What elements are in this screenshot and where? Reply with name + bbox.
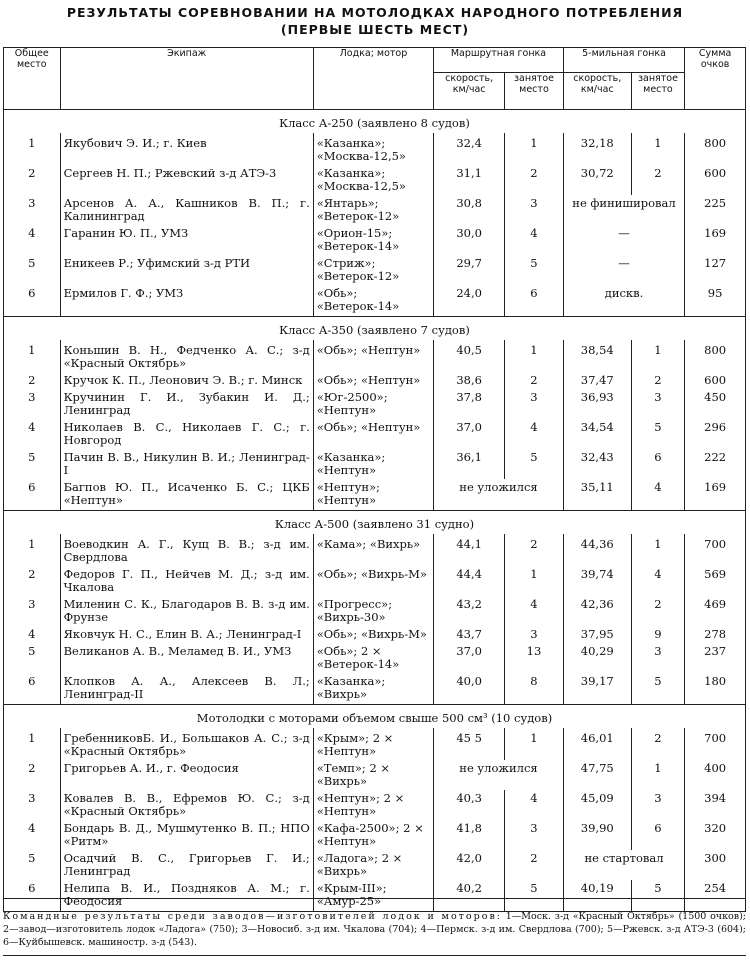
total-points-cell: 300	[685, 850, 746, 880]
crew-cell: Нелипа В. И., Поздняков А. М.; г. Феодосия	[60, 880, 313, 912]
total-points-cell: 394	[685, 790, 746, 820]
mile-speed-cell: 40,29	[563, 643, 631, 673]
mile-place-cell: 2	[631, 165, 685, 195]
class-heading: Класс А-350 (заявлено 7 судов)	[4, 317, 746, 341]
table-row	[4, 419, 746, 449]
route-speed-cell: 30,8	[434, 195, 505, 225]
mile-speed-cell: 42,36	[563, 596, 631, 626]
route-speed-cell: 40,2	[434, 880, 505, 912]
overall-place-cell: 2	[4, 372, 61, 389]
table-row	[4, 850, 746, 880]
mile-speed-cell: 45,09	[563, 790, 631, 820]
total-points-cell: 127	[685, 255, 746, 285]
boat-motor-cell: «Обь»; «Вихрь-М»	[313, 626, 433, 643]
route-place-cell: 4	[505, 790, 564, 820]
mile-speed-cell: 32,43	[563, 449, 631, 479]
boat-motor-cell: «Нептун»; «Нептун»	[313, 479, 433, 511]
table-row	[4, 534, 746, 566]
class-heading-row	[4, 317, 746, 341]
route-speed-cell: 40,5	[434, 340, 505, 372]
mile-place-cell: 1	[631, 340, 685, 372]
mile-place-cell: 3	[631, 389, 685, 419]
bottom-rule	[3, 955, 746, 956]
crew-cell: Воеводкин А. Г., Кущ В. В.; з-д им. Свердлова	[60, 534, 313, 566]
route-place-cell: 3	[505, 389, 564, 419]
header-taken-place-2: занятое место	[631, 73, 685, 110]
total-points-cell: 700	[685, 534, 746, 566]
route-place-cell: 1	[505, 133, 564, 165]
total-points-cell: 296	[685, 419, 746, 449]
mile-speed-cell: 35,11	[563, 479, 631, 511]
overall-place-cell: 5	[4, 850, 61, 880]
total-points-cell: 222	[685, 449, 746, 479]
route-race-result-cell: не уложился	[434, 479, 564, 511]
route-speed-cell: 37,0	[434, 419, 505, 449]
class-heading-row	[4, 705, 746, 729]
overall-place-cell: 4	[4, 419, 61, 449]
class-heading: Класс А-500 (заявлено 31 судно)	[4, 511, 746, 535]
mile-speed-cell: 38,54	[563, 340, 631, 372]
overall-place-cell: 2	[4, 165, 61, 195]
table-row	[4, 643, 746, 673]
route-place-cell: 2	[505, 534, 564, 566]
table-row	[4, 225, 746, 255]
header-speed-2: скорость, км/час	[563, 73, 631, 110]
mile-speed-cell: 36,93	[563, 389, 631, 419]
mile-race-result-cell: не финишировал	[563, 195, 684, 225]
mile-place-cell: 2	[631, 728, 685, 760]
overall-place-cell: 3	[4, 790, 61, 820]
mile-race-result-cell: —	[563, 225, 684, 255]
header-speed-1: скорость, км/час	[434, 73, 505, 110]
boat-motor-cell: «Юг-2500»; «Нептун»	[313, 389, 433, 419]
mile-race-result-cell: дискв.	[563, 285, 684, 317]
total-points-cell: 700	[685, 728, 746, 760]
overall-place-cell: 3	[4, 195, 61, 225]
results-table	[3, 47, 746, 912]
title-line-1: РЕЗУЛЬТАТЫ СОРЕВНОВАНИИ НА МОТОЛОДКАХ НАРОДНОГО ПОТРЕБЛЕНИЯ	[66, 5, 684, 20]
total-points-cell: 569	[685, 566, 746, 596]
table-row	[4, 596, 746, 626]
boat-motor-cell: «Казанка»; «Москва-12,5»	[313, 133, 433, 165]
boat-motor-cell: «Казанка»; «Нептун»	[313, 449, 433, 479]
route-speed-cell: 43,7	[434, 626, 505, 643]
table-row	[4, 820, 746, 850]
crew-cell: Коньшин В. Н., Федченко А. С.; з-д «Красный Октябрь»	[60, 340, 313, 372]
crew-cell: Николаев В. С., Николаев Г. С.; г. Новгород	[60, 419, 313, 449]
header-crew: Экипаж	[60, 48, 313, 110]
route-place-cell: 1	[505, 566, 564, 596]
route-speed-cell: 45 5	[434, 728, 505, 760]
crew-cell: Бондарь В. Д., Мушмутенко В. П.; НПО «Ритм»	[60, 820, 313, 850]
route-place-cell: 6	[505, 285, 564, 317]
total-points-cell: 600	[685, 165, 746, 195]
route-race-result-cell: не уложился	[434, 760, 564, 790]
overall-place-cell: 4	[4, 225, 61, 255]
class-heading: Класс А-250 (заявлено 8 судов)	[4, 110, 746, 134]
overall-place-cell: 4	[4, 820, 61, 850]
mile-place-cell: 6	[631, 449, 685, 479]
route-speed-cell: 41,8	[434, 820, 505, 850]
mile-place-cell: 2	[631, 372, 685, 389]
mile-speed-cell: 39,17	[563, 673, 631, 705]
table-row	[4, 389, 746, 419]
route-speed-cell: 44,4	[434, 566, 505, 596]
boat-motor-cell: «Обь»; «Нептун»	[313, 419, 433, 449]
table-row	[4, 760, 746, 790]
table-row	[4, 340, 746, 372]
mile-race-result-cell: не стартовал	[563, 850, 684, 880]
boat-motor-cell: «Нептун»; 2 × «Нептун»	[313, 790, 433, 820]
class-heading-row	[4, 110, 746, 134]
total-points-cell: 254	[685, 880, 746, 912]
route-place-cell: 2	[505, 165, 564, 195]
route-speed-cell: 38,6	[434, 372, 505, 389]
boat-motor-cell: «Обь»; «Нептун»	[313, 340, 433, 372]
crew-cell: Ермилов Г. Ф.; УМЗ	[60, 285, 313, 317]
table-row	[4, 566, 746, 596]
table-row	[4, 728, 746, 760]
mile-speed-cell: 32,18	[563, 133, 631, 165]
route-speed-cell: 32,4	[434, 133, 505, 165]
mile-place-cell: 2	[631, 596, 685, 626]
footnote-body: 1—Моск. з-д «Красный Октябрь» (1500 очков); 2—завод—изготовитель лодок «Ладога» (750); 3—Новосиб. з-д им. Чкалова (704); 4—Пермск. з-д им. Свердлова (700); 5—Ржевск. з-д АТЭ-3 (604); 6—Куйбышевск. машиностр. з-д (543).	[3, 911, 746, 948]
total-points-cell: 180	[685, 673, 746, 705]
route-speed-cell: 40,0	[434, 673, 505, 705]
boat-motor-cell: «Стриж»; «Ветерок-12»	[313, 255, 433, 285]
route-place-cell: 1	[505, 340, 564, 372]
route-speed-cell: 24,0	[434, 285, 505, 317]
table-row	[4, 195, 746, 225]
title-line-2: (ПЕРВЫЕ ШЕСТЬ МЕСТ)	[280, 22, 470, 37]
table-row	[4, 790, 746, 820]
boat-motor-cell: «Крым-III»; «Амур-25»	[313, 880, 433, 912]
overall-place-cell: 4	[4, 626, 61, 643]
mile-place-cell: 9	[631, 626, 685, 643]
crew-cell: ГребенниковБ. И., Большаков А. С.; з-д «Красный Октябрь»	[60, 728, 313, 760]
mile-speed-cell: 37,47	[563, 372, 631, 389]
route-place-cell: 2	[505, 850, 564, 880]
overall-place-cell: 1	[4, 534, 61, 566]
total-points-cell: 600	[685, 372, 746, 389]
table-row	[4, 449, 746, 479]
total-points-cell: 800	[685, 340, 746, 372]
footnote-lead: Командные результаты среди заводов—изготовителей лодок и моторов:	[3, 911, 502, 922]
boat-motor-cell: «Ладога»; 2 × «Вихрь»	[313, 850, 433, 880]
overall-place-cell: 5	[4, 449, 61, 479]
route-place-cell: 1	[505, 728, 564, 760]
overall-place-cell: 1	[4, 728, 61, 760]
total-points-cell: 169	[685, 479, 746, 511]
boat-motor-cell: «Обь»; «Ветерок-14»	[313, 285, 433, 317]
overall-place-cell: 2	[4, 760, 61, 790]
overall-place-cell: 6	[4, 673, 61, 705]
mile-place-cell: 4	[631, 479, 685, 511]
crew-cell: Григорьев А. И., г. Феодосия	[60, 760, 313, 790]
overall-place-cell: 3	[4, 596, 61, 626]
footnote	[3, 898, 746, 949]
page-title	[0, 0, 750, 38]
table-row	[4, 626, 746, 643]
route-place-cell: 3	[505, 626, 564, 643]
crew-cell: Сергеев Н. П.; Ржевский з-д АТЭ-3	[60, 165, 313, 195]
table-row	[4, 165, 746, 195]
mile-race-result-cell: —	[563, 255, 684, 285]
crew-cell: Гаранин Ю. П., УМЗ	[60, 225, 313, 255]
mile-place-cell: 6	[631, 820, 685, 850]
mile-speed-cell: 39,74	[563, 566, 631, 596]
boat-motor-cell: «Обь»; «Вихрь-М»	[313, 566, 433, 596]
table-header	[4, 48, 746, 110]
table-body	[4, 110, 746, 912]
total-points-cell: 800	[685, 133, 746, 165]
overall-place-cell: 1	[4, 340, 61, 372]
route-speed-cell: 43,2	[434, 596, 505, 626]
table-row	[4, 479, 746, 511]
mile-speed-cell: 44,36	[563, 534, 631, 566]
mile-place-cell: 3	[631, 790, 685, 820]
mile-place-cell: 5	[631, 673, 685, 705]
route-speed-cell: 42,0	[434, 850, 505, 880]
route-place-cell: 4	[505, 596, 564, 626]
crew-cell: Кручок К. П., Леонович Э. В.; г. Минск	[60, 372, 313, 389]
mile-place-cell: 1	[631, 760, 685, 790]
overall-place-cell: 6	[4, 285, 61, 317]
crew-cell: Багпов Ю. П., Исаченко Б. С.; ЦКБ «Нептун»	[60, 479, 313, 511]
mile-speed-cell: 39,90	[563, 820, 631, 850]
route-speed-cell: 29,7	[434, 255, 505, 285]
crew-cell: Ковалев В. В., Ефремов Ю. С.; з-д «Красный Октябрь»	[60, 790, 313, 820]
boat-motor-cell: «Обь»; 2 × «Ветерок-14»	[313, 643, 433, 673]
class-heading-row	[4, 511, 746, 535]
mile-speed-cell: 34,54	[563, 419, 631, 449]
route-speed-cell: 40,3	[434, 790, 505, 820]
route-place-cell: 4	[505, 419, 564, 449]
overall-place-cell: 3	[4, 389, 61, 419]
mile-speed-cell: 47,75	[563, 760, 631, 790]
mile-place-cell: 5	[631, 880, 685, 912]
header-taken-place-1: занятое место	[505, 73, 564, 110]
boat-motor-cell: «Темп»; 2 × «Вихрь»	[313, 760, 433, 790]
mile-place-cell: 1	[631, 534, 685, 566]
boat-motor-cell: «Орион-15»; «Ветерок-14»	[313, 225, 433, 255]
route-place-cell: 3	[505, 820, 564, 850]
mile-place-cell: 5	[631, 419, 685, 449]
crew-cell: Яковчук Н. С., Елин В. А.; Ленинград-I	[60, 626, 313, 643]
total-points-cell: 450	[685, 389, 746, 419]
overall-place-cell: 1	[4, 133, 61, 165]
header-mile-race: 5-мильная гонка	[563, 48, 684, 73]
boat-motor-cell: «Казанка»; «Вихрь»	[313, 673, 433, 705]
table-row	[4, 285, 746, 317]
header-place: Общее место	[4, 48, 61, 110]
total-points-cell: 278	[685, 626, 746, 643]
table-row	[4, 255, 746, 285]
class-heading: Мотолодки с моторами объемом свыше 500 см³ (10 судов)	[4, 705, 746, 729]
crew-cell: Еникеев Р.; Уфимский з-д РТИ	[60, 255, 313, 285]
mile-speed-cell: 46,01	[563, 728, 631, 760]
crew-cell: Миленин С. К., Благодаров В. В. з-д им. Фрунзе	[60, 596, 313, 626]
crew-cell: Осадчий В. С., Григорьев Г. И.; Ленинград	[60, 850, 313, 880]
header-route-race: Маршрутная гонка	[434, 48, 564, 73]
route-speed-cell: 31,1	[434, 165, 505, 195]
boat-motor-cell: «Казанка»; «Москва-12,5»	[313, 165, 433, 195]
crew-cell: Арсенов А. А., Кашников В. П.; г. Калининград	[60, 195, 313, 225]
mile-place-cell: 3	[631, 643, 685, 673]
mile-speed-cell: 30,72	[563, 165, 631, 195]
table-row	[4, 133, 746, 165]
table-row	[4, 673, 746, 705]
route-speed-cell: 37,0	[434, 643, 505, 673]
total-points-cell: 400	[685, 760, 746, 790]
overall-place-cell: 5	[4, 643, 61, 673]
route-place-cell: 8	[505, 673, 564, 705]
route-speed-cell: 37,8	[434, 389, 505, 419]
overall-place-cell: 6	[4, 880, 61, 912]
total-points-cell: 169	[685, 225, 746, 255]
route-place-cell: 2	[505, 372, 564, 389]
mile-place-cell: 1	[631, 133, 685, 165]
route-place-cell: 5	[505, 449, 564, 479]
crew-cell: Пачин В. В., Никулин В. И.; Ленинград-I	[60, 449, 313, 479]
crew-cell: Якубович Э. И.; г. Киев	[60, 133, 313, 165]
boat-motor-cell: «Кафа-2500»; 2 × «Нептун»	[313, 820, 433, 850]
boat-motor-cell: «Кама»; «Вихрь»	[313, 534, 433, 566]
route-speed-cell: 44,1	[434, 534, 505, 566]
boat-motor-cell: «Обь»; «Нептун»	[313, 372, 433, 389]
route-speed-cell: 30,0	[434, 225, 505, 255]
mile-speed-cell: 37,95	[563, 626, 631, 643]
crew-cell: Кручинин Г. И., Зубакин И. Д.; Ленинград	[60, 389, 313, 419]
route-place-cell: 3	[505, 195, 564, 225]
total-points-cell: 95	[685, 285, 746, 317]
table-row	[4, 372, 746, 389]
total-points-cell: 320	[685, 820, 746, 850]
boat-motor-cell: «Янтарь»; «Ветерок-12»	[313, 195, 433, 225]
boat-motor-cell: «Крым»; 2 × «Нептун»	[313, 728, 433, 760]
route-place-cell: 5	[505, 880, 564, 912]
header-boat: Лодка; мотор	[313, 48, 433, 110]
route-place-cell: 4	[505, 225, 564, 255]
overall-place-cell: 2	[4, 566, 61, 596]
crew-cell: Клопков А. А., Алексеев В. Л.; Ленинград-II	[60, 673, 313, 705]
total-points-cell: 225	[685, 195, 746, 225]
header-sum: Сумма очков	[685, 48, 746, 110]
overall-place-cell: 6	[4, 479, 61, 511]
boat-motor-cell: «Прогресс»; «Вихрь-30»	[313, 596, 433, 626]
route-place-cell: 13	[505, 643, 564, 673]
total-points-cell: 469	[685, 596, 746, 626]
crew-cell: Великанов А. В., Меламед В. И., УМЗ	[60, 643, 313, 673]
crew-cell: Федоров Г. П., Нейчев М. Д.; з-д им. Чкалова	[60, 566, 313, 596]
route-place-cell: 5	[505, 255, 564, 285]
route-speed-cell: 36,1	[434, 449, 505, 479]
mile-speed-cell: 40,19	[563, 880, 631, 912]
total-points-cell: 237	[685, 643, 746, 673]
mile-place-cell: 4	[631, 566, 685, 596]
overall-place-cell: 5	[4, 255, 61, 285]
